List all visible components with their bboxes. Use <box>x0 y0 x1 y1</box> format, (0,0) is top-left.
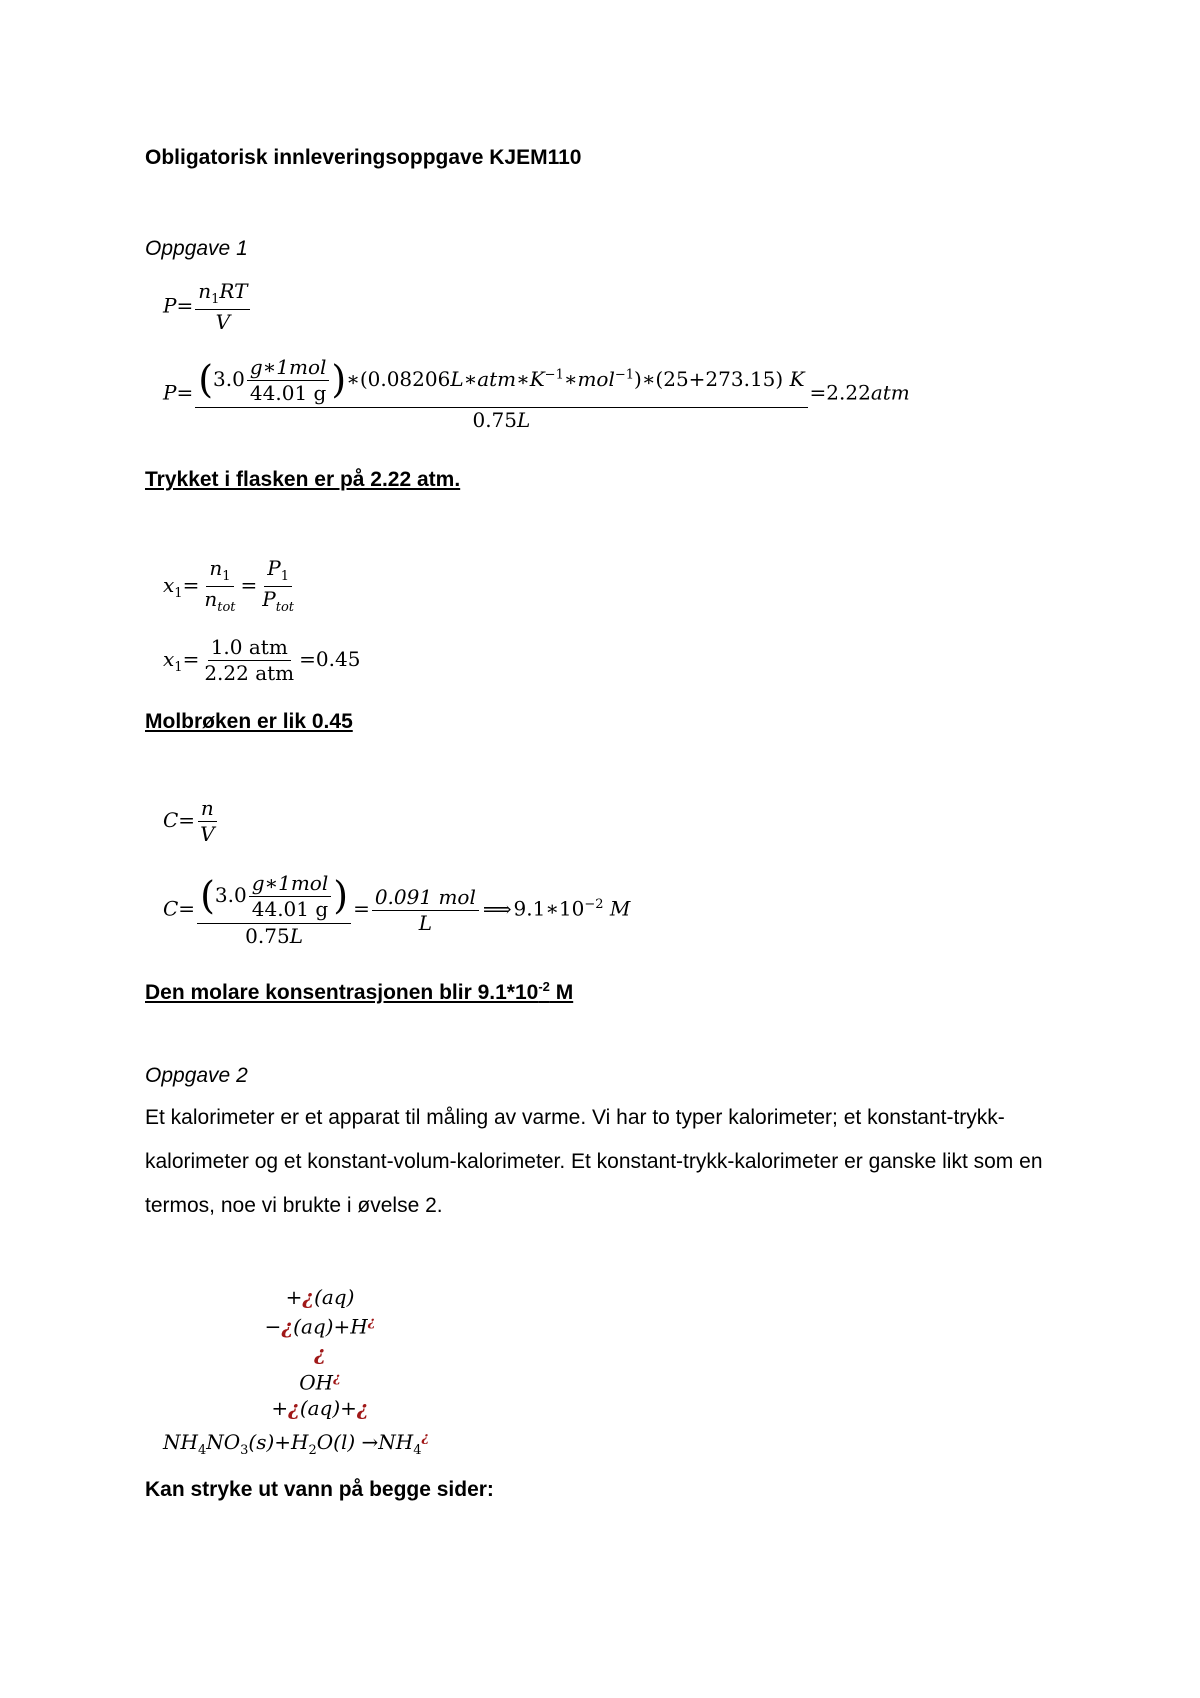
eq-subscript: 1 <box>222 569 231 584</box>
missing-glyph: ¿ <box>356 1396 369 1421</box>
eq-numerator: n <box>198 797 217 822</box>
eq-sign: = <box>240 572 258 597</box>
fraction <box>259 557 297 616</box>
eq-denominator: V <box>200 822 215 846</box>
eq-numerator: g∗1mol <box>249 872 332 897</box>
stack-line <box>250 1284 390 1310</box>
eq-lhs: C= <box>163 808 196 832</box>
eq-term: NH <box>163 1430 198 1454</box>
paren: ) <box>331 357 347 402</box>
eq-sign: = <box>182 647 200 671</box>
eq-denominator: 0.75 <box>245 924 290 948</box>
conclusion-unit: M <box>549 981 574 1004</box>
eq-lhs: P= <box>163 380 194 405</box>
eq-denominator: L <box>418 910 432 935</box>
paren: ( <box>198 357 214 402</box>
eq-term: RT <box>219 279 248 303</box>
eq-term: K <box>789 367 805 391</box>
eq-denominator: V <box>215 309 231 334</box>
eq-subscript: 1 <box>211 292 220 307</box>
pressure-calculation <box>163 356 910 432</box>
eq-sign: = <box>353 896 370 921</box>
main-fraction <box>195 356 807 432</box>
eq-subscript: 1 <box>174 585 183 601</box>
eq-term: ∗(0.08206 <box>346 367 451 391</box>
missing-glyph: ¿ <box>421 1430 430 1446</box>
eq-unit: M <box>609 896 631 921</box>
eq-subscript: 1 <box>280 569 290 584</box>
eq-result: =2.22 <box>809 380 871 405</box>
eq-term: O(l) →NH <box>316 1430 414 1454</box>
eq-term: x <box>163 572 175 597</box>
eq-exponent: −2 <box>584 896 604 912</box>
mole-fraction-conclusion: Molbrøken er lik 0.45 <box>145 710 353 733</box>
fraction <box>372 886 479 935</box>
eq-subscript: 3 <box>240 1443 249 1458</box>
eq-term: n <box>204 586 218 611</box>
eq-unit: atm <box>870 380 910 405</box>
missing-glyph: ¿ <box>281 1314 294 1339</box>
concentration-conclusion <box>145 979 573 1005</box>
missing-glyph: ¿ <box>333 1370 341 1386</box>
eq-term: P <box>262 586 276 611</box>
eq-numerator: 1.0 atm <box>208 636 291 661</box>
eq-denominator: 44.01 g <box>251 897 329 921</box>
eq-term: L <box>450 367 464 391</box>
eq-term: 3.0 <box>213 367 245 391</box>
eq-numerator: g∗1mol <box>247 356 330 381</box>
eq-denominator: 2.22 atm <box>204 661 295 685</box>
paren: ) <box>333 873 349 918</box>
eq-subscript: 4 <box>413 1443 422 1458</box>
eq-subscript: 2 <box>308 1443 317 1458</box>
concentration-equation <box>163 797 220 846</box>
eq-term: P <box>267 556 281 580</box>
eq-sign: + <box>271 1396 289 1421</box>
conclusion-exponent: -2 <box>538 979 550 994</box>
fraction <box>201 636 297 685</box>
eq-subscript: 1 <box>174 660 183 675</box>
missing-glyph: ¿ <box>288 1396 300 1421</box>
missing-glyph: ¿ <box>302 1285 315 1309</box>
eq-sign: − <box>264 1314 282 1339</box>
implies-arrow: ⟹ <box>482 896 512 921</box>
eq-term: OH <box>299 1370 334 1395</box>
inner-fraction <box>247 356 330 405</box>
stack-line <box>250 1310 390 1340</box>
conclusion-text: Den molare konsentrasjonen blir 9.1*10 <box>145 981 539 1004</box>
fraction <box>195 280 250 334</box>
closing-line: Kan stryke ut vann på begge sider: <box>145 1478 494 1501</box>
task2-heading: Oppgave 2 <box>145 1064 248 1087</box>
eq-term: NO <box>206 1430 241 1454</box>
document-title: Obligatorisk innleveringsoppgave KJEM110 <box>145 146 582 169</box>
eq-denominator: 0.75 <box>472 408 517 432</box>
eq-subscript: tot <box>275 599 295 615</box>
eq-term: (aq)+ <box>299 1396 357 1421</box>
eq-exponent: −1 <box>544 367 564 383</box>
stack-line <box>250 1366 390 1396</box>
eq-term: (aq)+H <box>293 1314 368 1339</box>
eq-exponent: −1 <box>614 367 635 383</box>
fraction <box>201 557 238 616</box>
reaction-stack <box>250 1284 390 1421</box>
eq-subscript: tot <box>217 599 236 615</box>
missing-glyph: ¿ <box>367 1315 376 1330</box>
task2-paragraph: Et kalorimeter er et apparat til måling av varme. Vi har to typer kalorimeter; et konstant-trykk-kalorimeter og et konstant-volum-kalorimeter. Et konstant-trykk-kalorimeter er ganske likt som en termos, noe vi brukte i øvelse 2. <box>145 1106 1043 1217</box>
eq-sign: = <box>182 572 200 597</box>
eq-numerator: 0.091 mol <box>372 886 479 911</box>
eq-term: )∗(25+273.15) <box>634 367 784 391</box>
eq-term: L <box>517 408 531 432</box>
eq-term: ∗mol <box>563 367 615 391</box>
eq-term: n <box>198 279 212 303</box>
ideal-gas-equation <box>163 280 252 334</box>
mole-fraction-calculation <box>163 636 360 685</box>
eq-sign: + <box>285 1285 303 1309</box>
stack-line <box>250 1395 390 1421</box>
mole-fraction-equation <box>163 557 299 616</box>
stack-line <box>250 1340 390 1366</box>
missing-glyph: ¿ <box>314 1340 326 1365</box>
inner-fraction <box>249 872 332 921</box>
eq-denominator: 44.01 g <box>249 381 327 405</box>
eq-term: x <box>163 647 175 671</box>
eq-result: 9.1∗10 <box>513 896 585 921</box>
eq-lhs: P= <box>163 293 194 318</box>
eq-term: 3.0 <box>214 883 247 907</box>
main-fraction <box>197 872 351 948</box>
concentration-calculation <box>163 872 630 948</box>
eq-term: (s)+H <box>248 1430 309 1454</box>
eq-lhs: C= <box>163 896 196 921</box>
eq-result: =0.45 <box>299 647 361 671</box>
pressure-conclusion: Trykket i flasken er på 2.22 atm. <box>145 468 461 491</box>
paren: ( <box>200 873 215 918</box>
eq-term: L <box>289 924 303 948</box>
task1-heading: Oppgave 1 <box>145 237 248 260</box>
fraction <box>197 797 217 846</box>
dissolution-reaction <box>163 1430 429 1458</box>
eq-term: (aq) <box>314 1285 355 1309</box>
eq-term: ∗atm∗K <box>463 367 545 391</box>
eq-term: n <box>209 556 223 580</box>
eq-subscript: 4 <box>197 1443 207 1458</box>
